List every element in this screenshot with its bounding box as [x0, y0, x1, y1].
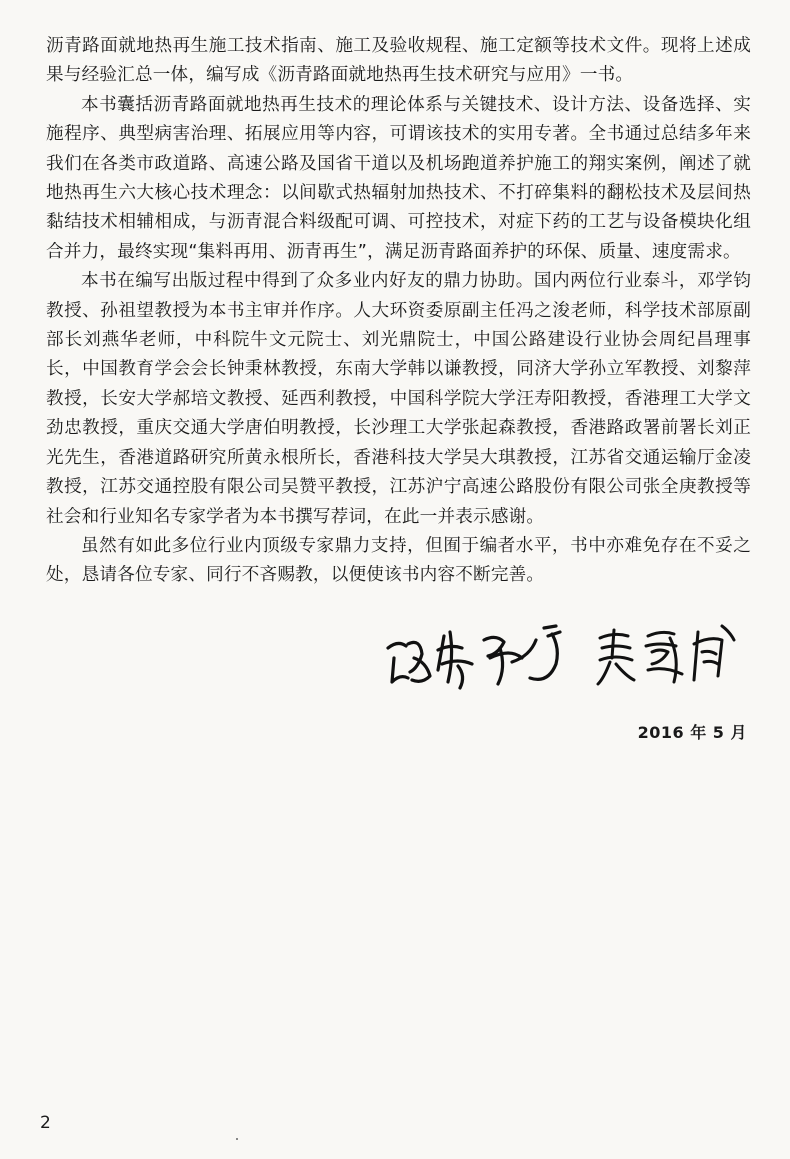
print-mark: [236, 1138, 238, 1140]
date: 2016 年 5 月: [637, 723, 747, 742]
signature-2-icon: [590, 618, 750, 698]
signature-1-icon: [380, 618, 580, 698]
signature-block: [380, 618, 760, 708]
body-text: [46, 32, 751, 591]
paragraph-1: 沥青路面就地热再生施工技术指南、施工及验收规程、施工定额等技术文件。现将上述成果与经验汇总一体，编写成《沥青路面就地热再生技术研究与应用》一书。: [46, 36, 751, 86]
page-number: 2: [40, 1113, 51, 1133]
paragraph-2: 本书囊括沥青路面就地热再生技术的理论体系与关键技术、设计方法、设备选择、实施程序、典型病害治理、拓展应用等内容，可谓该技术的实用专著。全书通过总结多年来我们在各类市政道路、高速公路及国省干道以及机场跑道养护施工的翔实案例，阐述了就地热再生六大核心技术理念：以间歇式热辐射加热技术、不打碎集料的翻松技术及层间热黏结技术相辅相成，与沥青混合料级配可调、可控技术，对症下药的工艺与设备模块化组合并力，最终实现“集料再用、沥青再生”，满足沥青路面养护的环保、质量、速度需求。: [46, 94, 751, 262]
paragraph-4: 虽然有如此多位行业内顶级专家鼎力支持，但囿于编者水平，书中亦难免存在不妥之处，恳请各位专家、同行不吝赐教，以便使该书内容不断完善。: [46, 535, 751, 586]
paragraph-3: 本书在编写出版过程中得到了众多业内好友的鼎力协助。国内两位行业泰斗，邓学钧教授、孙祖望教授为本书主审并作序。人大环资委原副主任冯之浚老师，科学技术部原副部长刘燕华老师，中科院牛文元院士、刘光鼎院士，中国公路建设行业协会周纪昌理事长，中国教育学会会长钟秉林教授，东南大学韩以谦教授，同济大学孙立军教授、刘黎萍教授，长安大学郝培文教授、延西利教授，中国科学院大学汪寿阳教授，香港理工大学文劲忠教授，重庆交通大学唐伯明教授，长沙理工大学张起森教授，香港路政署前署长刘正光先生，香港道路研究所黄永根所长，香港科技大学吴大琪教授，江苏省交通运输厅金凌教授，江苏交通控股有限公司吴赞平教授，江苏沪宁高速公路股份有限公司张全庚教授等社会和行业知名专家学者为本书撰写荐词，在此一并表示感谢。: [46, 271, 751, 527]
